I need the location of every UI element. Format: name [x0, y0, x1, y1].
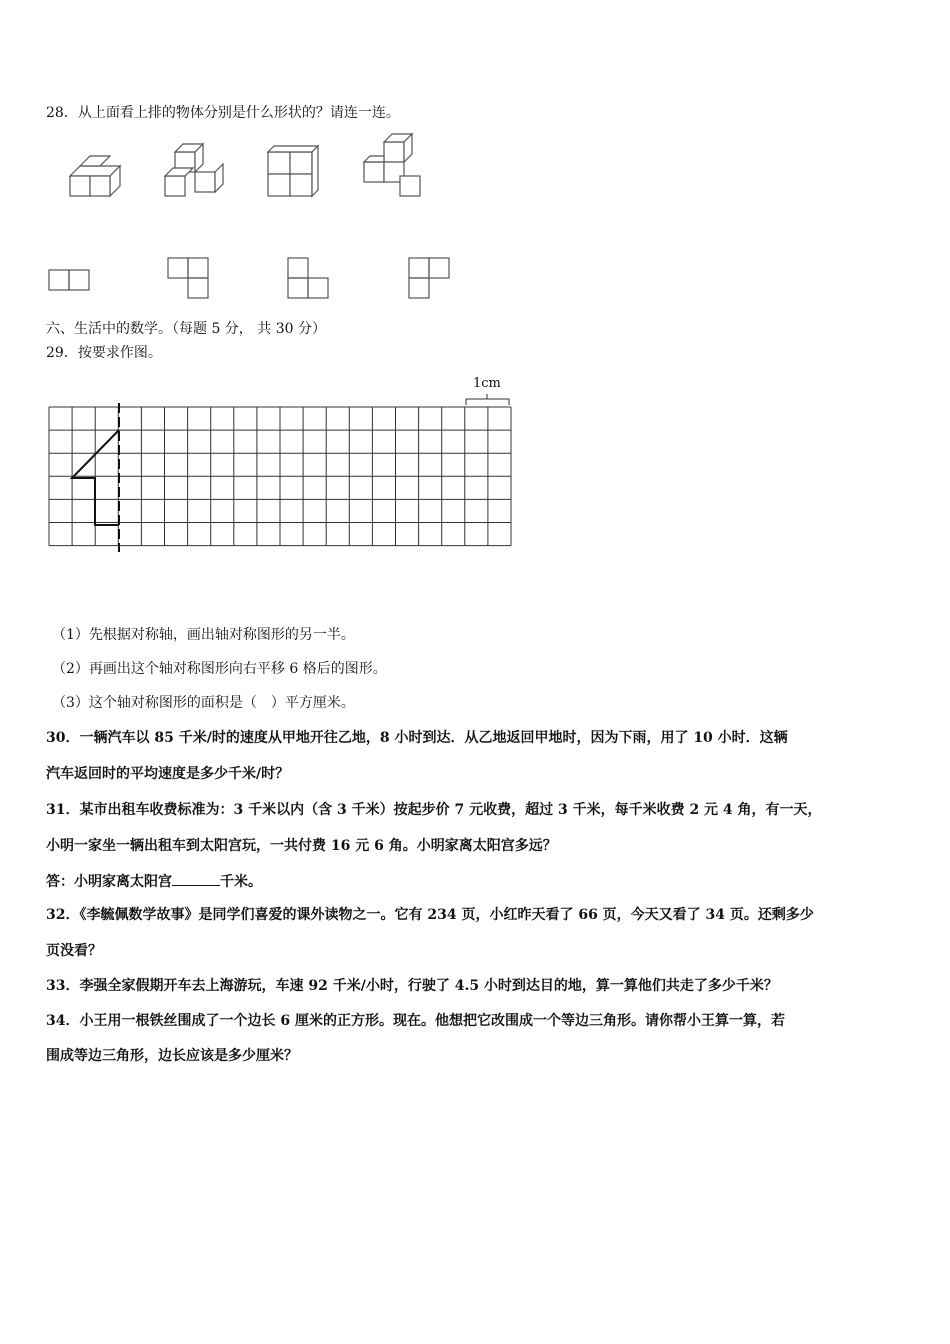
- q31-text: 某市出租车收费标准为：3 千米以内（含 3 千米）按起步价 7 元收费，超过 3 千米，每千米收费 2 元 4 角，有一天，: [79, 802, 822, 818]
- q31-line1: [46, 801, 822, 819]
- q32-number: 32．: [46, 907, 80, 923]
- q34-number: 34．: [46, 1013, 80, 1029]
- q31-number: 31．: [46, 802, 80, 818]
- q31-line2: 小明一家坐一辆出租车到太阳宫玩，一共付费 16 元 6 角。小明家离太阳宫多远？: [46, 838, 557, 854]
- q32-text: 《李毓佩数学故事》是同学们喜爱的课外读物之一。它有 234 页，小红昨天看了 66 页，今天又看了 34 页。还剩多少: [79, 907, 814, 923]
- q30-line1: [46, 729, 788, 747]
- cube-figure-3: [268, 146, 318, 196]
- q29-grid-figure: [0, 370, 520, 560]
- q33: [46, 977, 778, 995]
- top-view-shape-4: [409, 258, 449, 298]
- scale-label: 1cm: [473, 376, 501, 391]
- scale-bracket: [466, 394, 509, 405]
- q33-text: 李强全家假期开车去上海游玩，车速 92 千米/小时，行驶了 4.5 小时到达目的地，算一算他们共走了多少千米？: [79, 978, 778, 994]
- q28-number: 28．: [46, 105, 78, 121]
- q29-number: 29．: [46, 345, 78, 361]
- cube-figure-4: [364, 134, 420, 196]
- cube-figures-row: [0, 130, 460, 210]
- q29-text: 按要求作图。: [77, 345, 162, 361]
- q31-answer-blank[interactable]: [172, 873, 220, 886]
- q30-line2: 汽车返回时的平均速度是多少千米/时？: [46, 766, 290, 782]
- top-view-shape-1: [49, 270, 89, 290]
- q33-number: 33．: [46, 978, 80, 994]
- q32-line2: 页没看？: [46, 943, 102, 959]
- cube-figure-1: [70, 156, 120, 196]
- q30-text: 一辆汽车以 85 千米/时的速度从甲地开往乙地，8 小时到达．从乙地返回甲地时，因为下雨，用了 10 小时．这辆: [79, 730, 788, 746]
- q29-sub1: （1）先根据对称轴，画出轴对称图形的另一半。: [52, 627, 355, 643]
- q31-answer: [46, 873, 262, 891]
- top-view-shape-2: [168, 258, 208, 298]
- q31-answer-prefix: 答：小明家离太阳宫: [46, 874, 172, 890]
- q34-text: 小王用一根铁丝围成了一个边长 6 厘米的正方形。现在。他想把它改围成一个等边三角形。请你帮小王算一算，若: [79, 1013, 785, 1029]
- top-view-shapes-row: [0, 255, 460, 305]
- q34-line1: [46, 1012, 785, 1030]
- q34-line2: 围成等边三角形，边长应该是多少厘米？: [46, 1048, 298, 1064]
- q29-sub3: （3）这个轴对称图形的面积是（ ）平方厘米。: [52, 695, 355, 711]
- q31-answer-suffix: 千米。: [220, 874, 262, 890]
- section-six-title: 六、生活中的数学。（每题 5 分， 共 30 分）: [46, 321, 326, 337]
- q30-number: 30．: [46, 730, 80, 746]
- q29-sub2: （2）再画出这个轴对称图形向右平移 6 格后的图形。: [52, 661, 387, 677]
- q28-text: 从上面看上排的物体分别是什么形状的？请连一连。: [77, 105, 400, 121]
- q28: [46, 104, 400, 122]
- q29: [46, 344, 162, 362]
- cube-figure-2: [165, 144, 223, 196]
- top-view-shape-3: [288, 258, 328, 298]
- q32-line1: [46, 906, 814, 924]
